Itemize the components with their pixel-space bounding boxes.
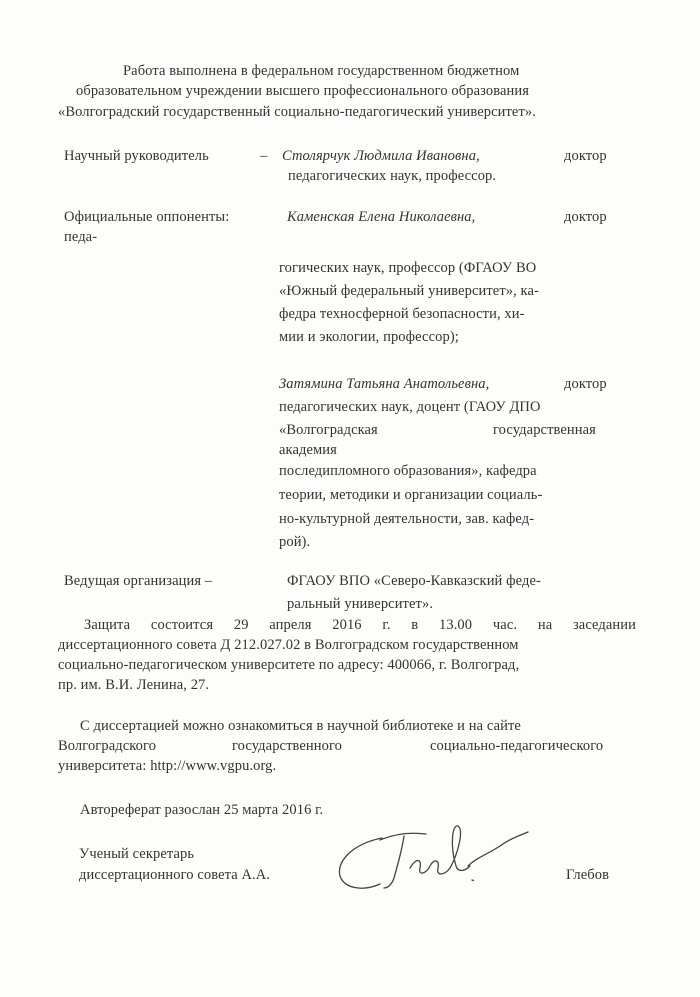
opponent-2-line-5: последипломного образования», кафедра: [279, 463, 537, 479]
leading-line-1: ФГАОУ ВПО «Северо-Кавказский феде-: [287, 573, 541, 589]
opponent-1-degree-1: доктор: [564, 209, 607, 225]
opponent-2-name: Затямина Татьяна Анатольевна,: [279, 376, 490, 392]
secretary-line-2: диссертационного совета А.А.: [79, 867, 271, 883]
library-line-2a: Волгоградского: [58, 738, 157, 754]
opponent-2-degree-1: доктор: [564, 376, 607, 392]
library-line-2c: социально-педагогического: [430, 738, 604, 754]
leading-line-2: ральный университет».: [287, 596, 434, 612]
defense-line-1: Защита состоится 29 апреля 2016 г. в 13.00 час. на заседании: [84, 617, 636, 633]
secretary-surname: Глебов: [566, 867, 610, 883]
sent-date: Автореферат разослан 25 марта 2016 г.: [80, 802, 324, 818]
signature-image: [322, 810, 542, 900]
header-line-1: Работа выполнена в федеральном государственном бюджетном: [123, 63, 520, 79]
opponent-2-line-7: но-культурной деятельности, зав. кафед-: [279, 511, 535, 527]
opponent-1-name: Каменская Елена Николаевна,: [287, 209, 476, 225]
supervisor-label: Научный руководитель: [64, 148, 209, 164]
opponent-1-line-2: «Южный федеральный университет», ка-: [279, 283, 539, 299]
header-line-2: образовательном учреждении высшего профессионального образования: [76, 83, 529, 99]
library-line-1: С диссертацией можно ознакомиться в научной библиотеке и на сайте: [80, 718, 521, 734]
supervisor-name: Столярчук Людмила Ивановна,: [282, 148, 480, 164]
leading-label: Ведущая организация –: [64, 573, 213, 589]
header-line-3: «Волгоградский государственный социально-педагогический университет».: [58, 104, 536, 120]
defense-line-4: пр. им. В.И. Ленина, 27.: [58, 677, 210, 693]
supervisor-degree-2: педагогических наук, профессор.: [288, 168, 497, 184]
supervisor-dash: –: [260, 148, 268, 164]
opponent-2-line-3a: «Волгоградская: [279, 422, 378, 438]
opponent-1-line-3: федра техносферной безопасности, хи-: [279, 306, 525, 322]
opponent-2-line-2: педагогических наук, доцент (ГАОУ ДПО: [279, 399, 541, 415]
secretary-line-1: Ученый секретарь: [79, 846, 195, 862]
opponent-1-hyphen: педа-: [64, 229, 98, 245]
opponent-1-line-1: гогических наук, профессор (ФГАОУ ВО: [279, 260, 537, 276]
opponent-2-line-3b: государственная: [493, 422, 596, 438]
opponents-label: Официальные оппоненты:: [64, 209, 230, 225]
defense-line-2: диссертационного совета Д 212.027.02 в Волгоградском государственном: [58, 637, 519, 653]
opponent-1-line-4: мии и экологии, профессор);: [279, 329, 459, 345]
library-line-3: университета: http://www.vgpu.org.: [58, 758, 277, 774]
defense-line-3: социально-педагогическом университете по адресу: 400066, г. Волгоград,: [58, 657, 520, 673]
library-line-2b: государственного: [232, 738, 343, 754]
opponent-2-line-4: академия: [279, 442, 337, 458]
opponent-2-line-8: рой).: [279, 534, 311, 550]
opponent-2-line-6: теории, методики и организации социаль-: [279, 487, 543, 503]
supervisor-degree-1: доктор: [564, 148, 607, 164]
